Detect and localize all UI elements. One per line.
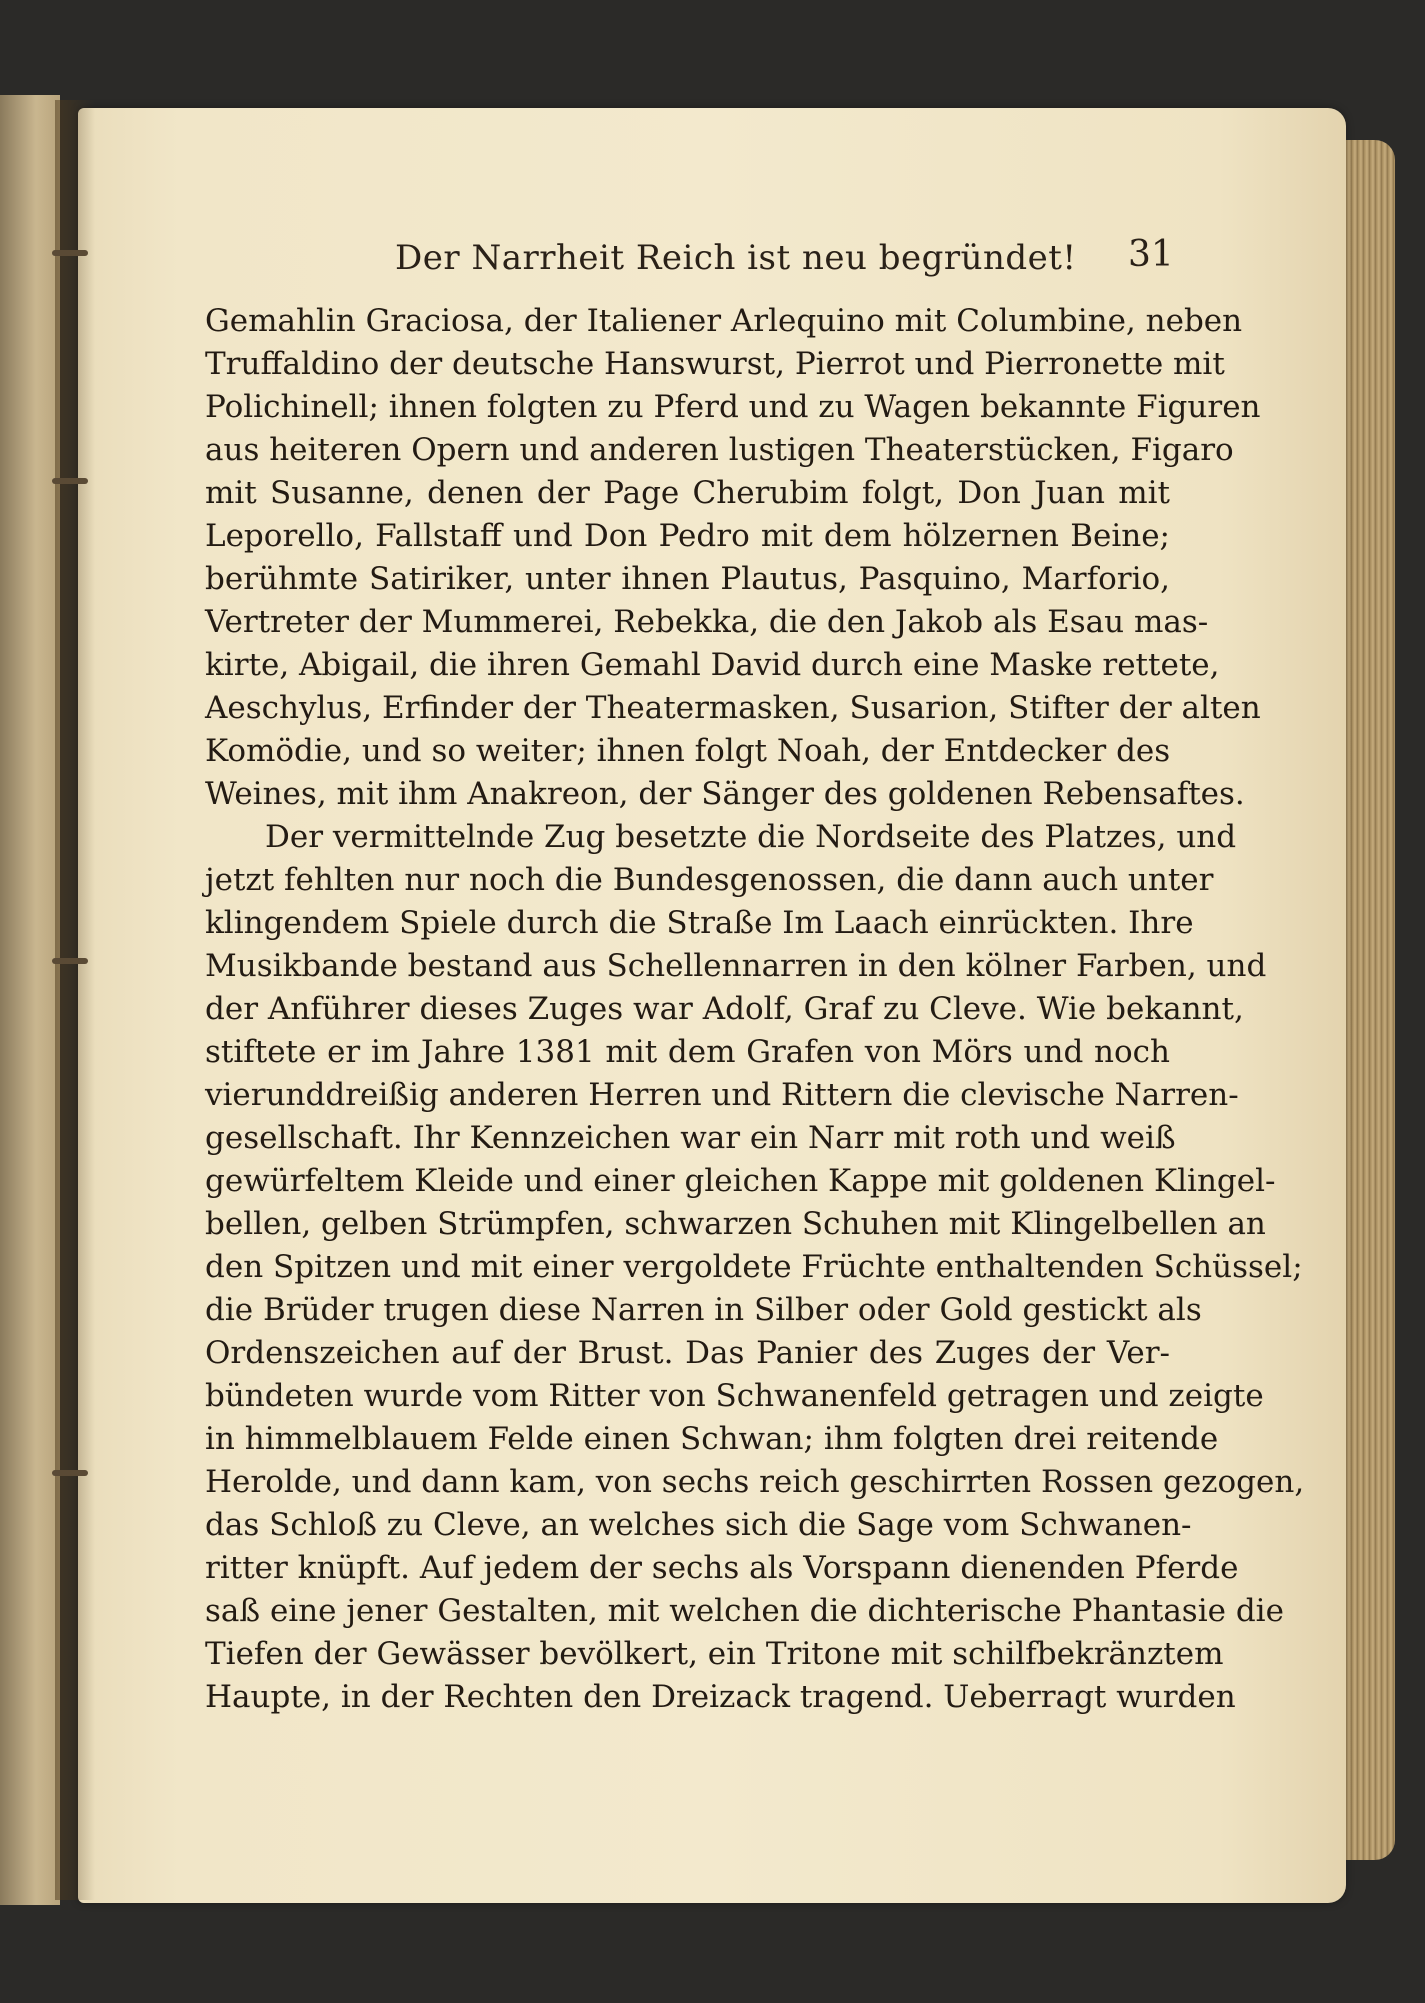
text-line: berühmte Satiriker, unter ihnen Plautus, Pasquino, Marforio, [205,561,1170,597]
text-line: aus heiteren Opern und anderen lustigen Theaterstücken, Figaro [205,432,1234,468]
binding-thread-mark [52,958,88,964]
binding-thread-mark [52,250,88,256]
gutter-shadow [55,100,95,1900]
text-line: Tiefen der Gewässer bevölkert, ein Tritone mit schilfbekränztem [205,1636,1224,1672]
text-line: gesellschaft. Ihr Kennzeichen war ein Narr mit roth und weiß [205,1120,1176,1156]
text-line: den Spitzen und mit einer vergoldete Früchte enthaltenden Schüssel; [205,1249,1303,1285]
text-line: Truffaldino der deutsche Hanswurst, Pierrot und Pierronette mit [205,346,1225,382]
page-number: 31 [1128,234,1174,275]
text-line: Weines, mit ihm Anakreon, der Sänger des goldenen Rebensaftes. [205,776,1245,812]
text-line: das Schloß zu Cleve, an welches sich die Sage vom Schwanen- [205,1507,1192,1543]
text-line: Musikbande bestand aus Schellennarren in den kölner Farben, und [205,948,1267,984]
text-line: jetzt fehlten nur noch die Bundesgenossen, die dann auch unter [205,862,1214,898]
text-line: Komödie, und so weiter; ihnen folgt Noah, der Entdecker des [205,733,1171,769]
text-line: saß eine jener Gestalten, mit welchen die dichterische Phantasie die [205,1593,1284,1629]
text-line: Aeschylus, Erfinder der Theatermasken, Susarion, Stifter der alten [205,690,1261,726]
text-line: Gemahlin Graciosa, der Italiener Arlequino mit Columbine, neben [205,303,1243,339]
text-line: die Brüder trugen diese Narren in Silber oder Gold gestickt als [205,1292,1202,1328]
text-line: bellen, gelben Strümpfen, schwarzen Schuhen mit Klingelbellen an [205,1206,1266,1242]
binding-thread-mark [52,1470,88,1476]
text-line: mit Susanne, denen der Page Cherubim folgt, Don Juan mit [205,475,1170,511]
text-line: Vertreter der Mummerei, Rebekka, die den Jakob als Esau mas- [205,604,1209,640]
text-line: der Anführer dieses Zuges war Adolf, Graf zu Cleve. Wie bekannt, [205,991,1244,1027]
text-line: gewürfeltem Kleide und einer gleichen Kappe mit goldenen Klingel- [205,1163,1276,1199]
text-line: Der vermittelnde Zug besetzte die Nordseite des Platzes, und [265,819,1237,855]
text-line: Leporello, Fallstaff und Don Pedro mit dem hölzernen Beine; [205,518,1170,554]
text-line: vierunddreißig anderen Herren und Rittern die clevische Narren- [205,1077,1239,1113]
text-line: in himmelblauem Felde einen Schwan; ihm folgten drei reitende [205,1421,1219,1457]
text-line: stiftete er im Jahre 1381 mit dem Grafen von Mörs und noch [205,1034,1170,1070]
text-line: Polichinell; ihnen folgten zu Pferd und zu Wagen bekannte Figuren [205,389,1261,425]
body-text [205,300,1305,1719]
left-page-edge [0,95,60,1905]
page-stack-edge [1340,140,1395,1860]
text-line: Haupte, in der Rechten den Dreizack tragend. Ueberragt wurden [205,1679,1236,1715]
text-line: Herolde, und dann kam, von sechs reich geschirrten Rossen gezogen, [205,1464,1305,1500]
text-line: ritter knüpft. Auf jedem der sechs als Vorspann dienenden Pferde [205,1550,1239,1586]
text-line: bündeten wurde vom Ritter von Schwanenfeld getragen und zeigte [205,1378,1264,1414]
running-head: Der Narrheit Reich ist neu begründet! [395,238,1077,278]
text-line: Ordenszeichen auf der Brust. Das Panier des Zuges der Ver- [205,1335,1170,1371]
text-line: kirte, Abigail, die ihren Gemahl David durch eine Maske rettete, [205,647,1220,683]
text-line: klingendem Spiele durch die Straße Im Laach einrückten. Ihre [205,905,1194,941]
binding-thread-mark [52,478,88,484]
